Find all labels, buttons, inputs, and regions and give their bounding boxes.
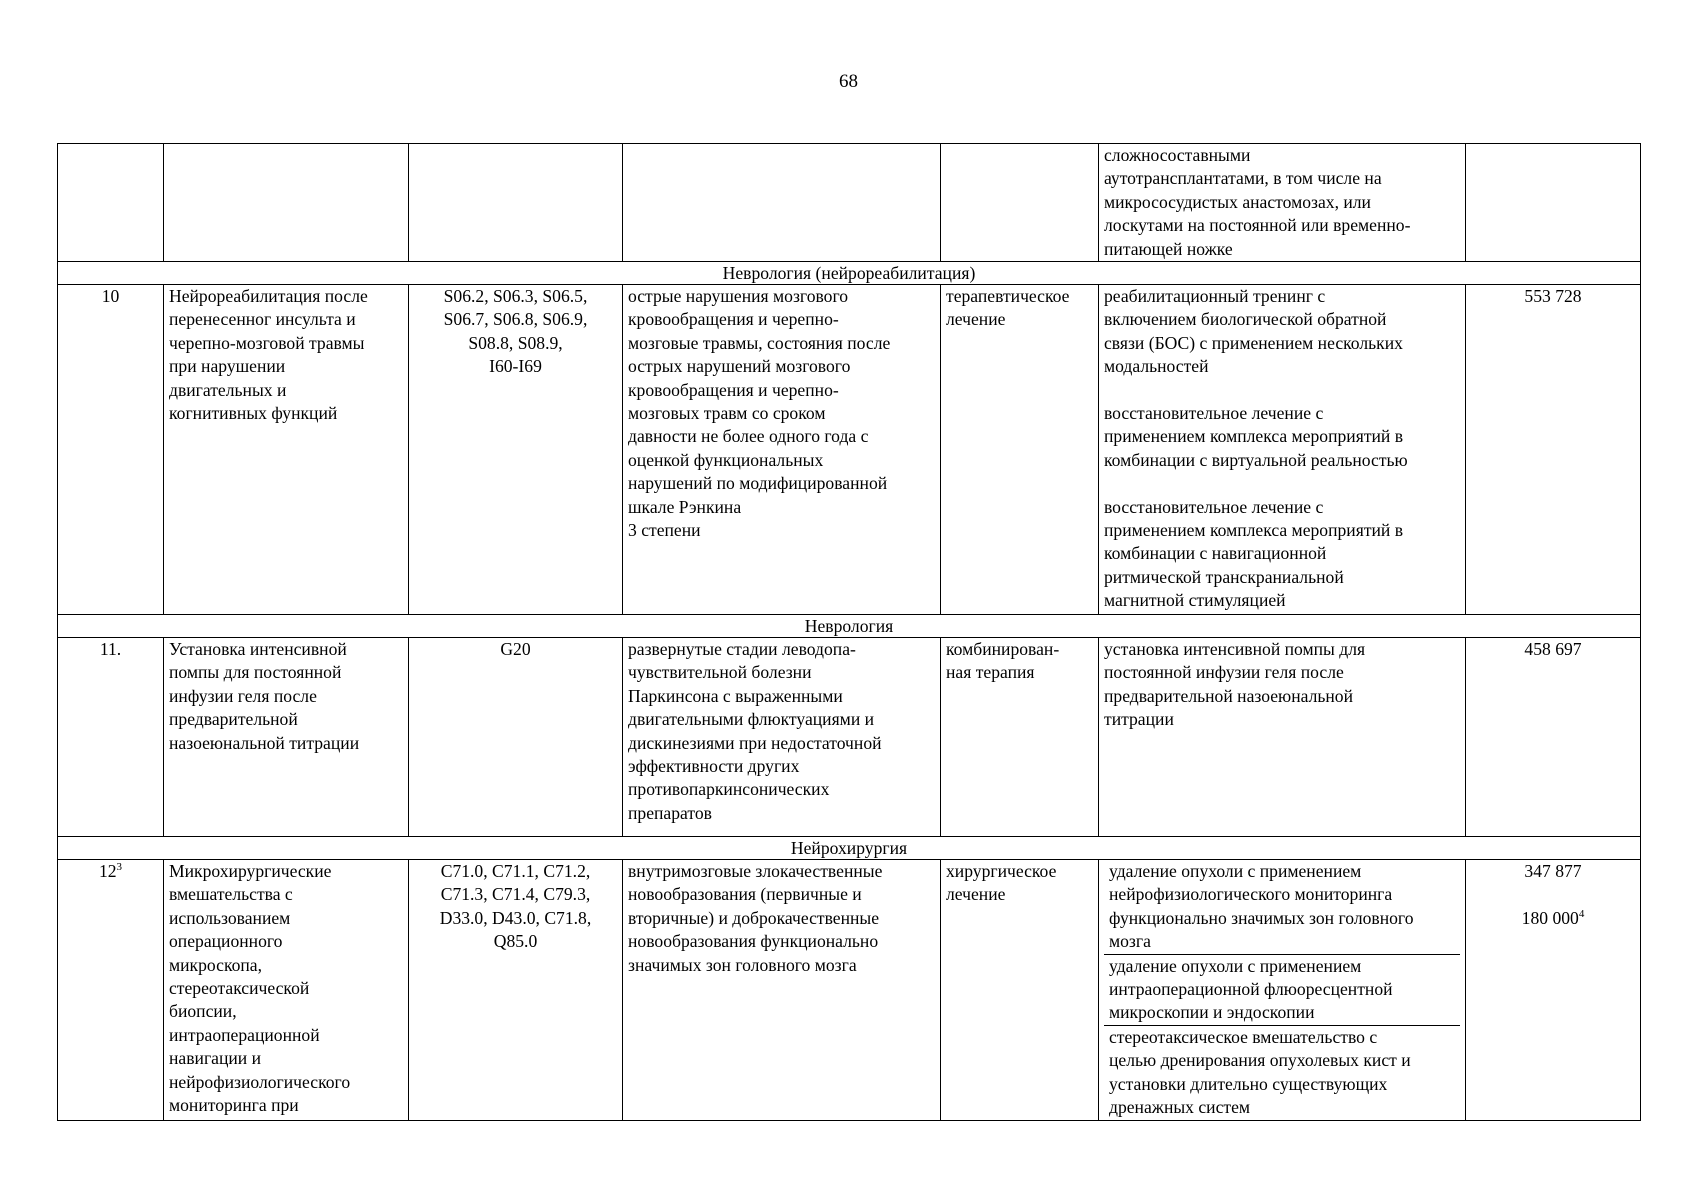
row-number: 12 <box>98 861 117 882</box>
cell-codes: C71.0, C71.1, C71.2, C71.3, C71.4, C79.3, D33.0, D43.0, C71.8, Q85.0 <box>409 860 623 1120</box>
cell-codes: S06.2, S06.3, S06.5, S06.7, S06.8, S06.9, S08.8, S08.9, I60-I69 <box>409 285 623 615</box>
cell-model: развернутые стадии леводопа- чувствительной болезни Паркинсона с выраженными двигательными флюктуациями и дискинезиями при недостаточной эффективности других противопаркинсонических препаратов <box>623 638 941 837</box>
cell-model: острые нарушения мозгового кровообращения и черепно- мозговые травмы, состояния после острых нарушений мозгового кровообращения и черепно- мозговых травм со сроком давности не более одного года с оценкой функциональных нарушений по модифицированной шкале Рэнкина 3 степени <box>623 285 941 615</box>
section-row <box>58 837 1641 860</box>
cell-method <box>1099 860 1466 1120</box>
cell-model: внутримозговые злокачественные новообразования (первичные и вторичные) и доброкачественные новообразования функционально значимых зон головного мозга <box>623 860 941 1120</box>
section-title: Нейрохирургия <box>58 837 1641 860</box>
cell-method: установка интенсивной помпы для постоянной инфузии геля после предварительной назоеюнальной титрации <box>1099 638 1466 837</box>
section-row <box>58 262 1641 285</box>
section-row <box>58 615 1641 638</box>
table-row <box>58 285 1641 615</box>
medical-care-table <box>57 143 1641 1121</box>
page-number: 68 <box>839 71 858 92</box>
cell-cost <box>1466 860 1641 1120</box>
cell-name: Установка интенсивной помпы для постоянной инфузии геля после предварительной назоеюнальной титрации <box>164 638 409 837</box>
footnote-mark: 4 <box>1578 907 1585 920</box>
cell-treatment: хирургическое лечение <box>941 860 1099 1120</box>
method-item: восстановительное лечение с применением комплекса мероприятий в комбинации с навигационной ритмической транскраниальной магнитной стимуляцией <box>1104 496 1404 611</box>
table-row <box>58 860 1641 1120</box>
cell-method <box>1099 285 1466 615</box>
cell-method: сложносоставными аутотрансплантатами, в том числе на микрососудистых анастомозах, или лоскутами на постоянной или временно- питающей ножке <box>1099 144 1466 262</box>
cell-treatment: терапевтическое лечение <box>941 285 1099 615</box>
section-title: Неврология (нейрореабилитация) <box>58 262 1641 285</box>
method-item: реабилитационный тренинг с включением биологической обратной связи (БОС) с применением нескольких модальностей <box>1104 286 1403 377</box>
cell-codes <box>409 144 623 262</box>
cell-cost: 553 728 <box>1466 285 1641 615</box>
cell-num <box>58 860 164 1120</box>
cell-model <box>623 144 941 262</box>
cell-name <box>164 144 409 262</box>
cell-treatment <box>941 144 1099 262</box>
section-title: Неврология <box>58 615 1641 638</box>
cell-name: Микрохирургические вмешательства с использованием операционного микроскопа, стереотаксической биопсии, интраоперационной навигации и нейрофизиологического мониторинга при <box>164 860 409 1120</box>
table-row <box>58 638 1641 837</box>
method-item: стереотаксическое вмешательство с целью дренирования опухолевых кист и установки длительно существующих дренажных систем <box>1109 1026 1411 1118</box>
cell-codes: G20 <box>409 638 623 837</box>
cost-value: 347 877 <box>1524 861 1582 882</box>
cell-name: Нейрореабилитация после перенесенног инсульта и черепно-мозговой травмы при нарушении двигательных и когнитивных функций <box>164 285 409 615</box>
cell-cost <box>1466 144 1641 262</box>
method-subtable <box>1104 860 1460 1119</box>
footnote-mark: 3 <box>116 861 123 874</box>
cell-num: 10 <box>58 285 164 615</box>
cell-num: 11. <box>58 638 164 837</box>
method-item: удаление опухоли с применением интраоперационной флюоресцентной микроскопии и эндоскопии <box>1104 954 1460 1025</box>
cell-cost: 458 697 <box>1466 638 1641 837</box>
method-item: восстановительное лечение с применением комплекса мероприятий в комбинации с виртуальной реальностью <box>1104 403 1408 470</box>
table-row-continuation <box>58 144 1641 262</box>
cell-treatment: комбинирован- ная терапия <box>941 638 1099 837</box>
cell-num <box>58 144 164 262</box>
cost-value-alt: 180 $000^4$ <box>1521 907 1585 928</box>
method-item: удаление опухоли с применением нейрофизиологического мониторинга функционально значимых зон головного мозга <box>1104 860 1460 954</box>
